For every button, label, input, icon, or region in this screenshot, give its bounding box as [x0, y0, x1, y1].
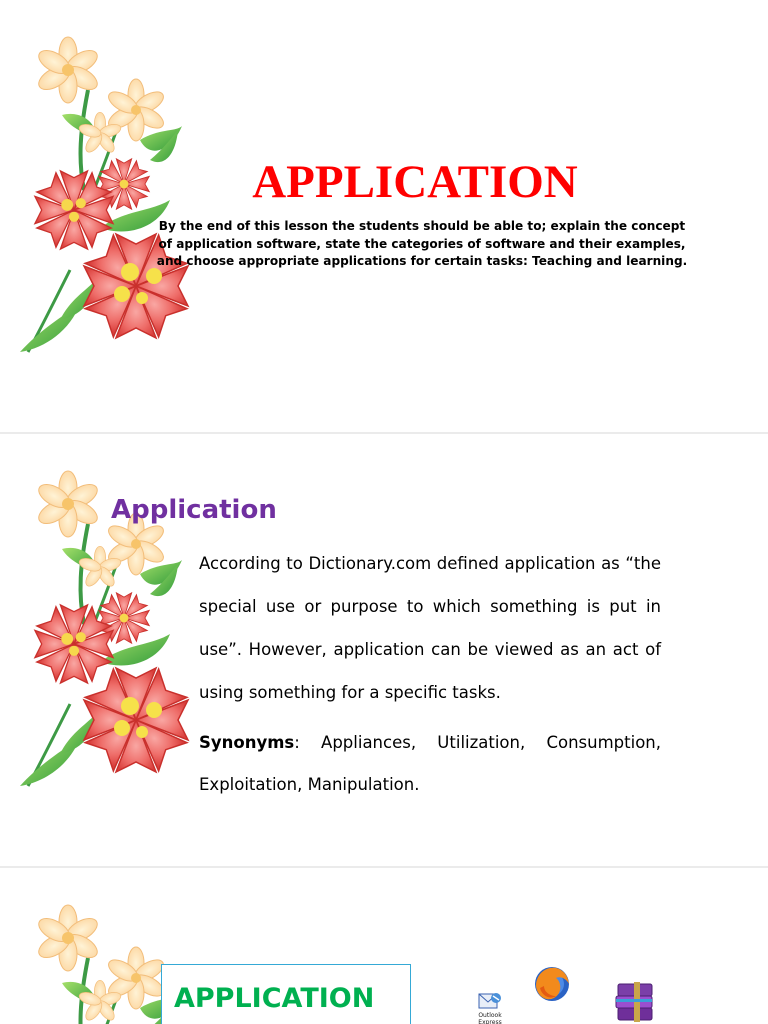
slide-1-objectives: By the end of this lesson the students should be able to; explain the concept of application software, state the categories of software and their examples, and choose appropriate applications for certain tasks: Teaching and learning. — [156, 219, 688, 269]
slide-3-title: APPLICATION — [174, 983, 375, 1014]
synonyms-text: Appliances, Utilization, Consumption, Exploitation, Manipulation. — [199, 733, 661, 794]
slide-3 — [0, 868, 768, 1024]
winrar-icon — [612, 980, 662, 1024]
slide-1 — [0, 0, 768, 432]
slide-3-title-box — [161, 964, 411, 1024]
slide-2-title: Application — [111, 495, 277, 525]
synonyms-paragraph — [199, 722, 661, 806]
definition-paragraph: According to Dictionary.com defined application as “the special use or purpose to which something is put in use”. However, application can be viewed as an act of using something for a specific tasks. — [199, 554, 661, 702]
firefox-icon — [532, 964, 572, 1004]
slide-2-body — [199, 542, 661, 806]
outlook-label-1: Outlook — [478, 1012, 502, 1019]
slide-2 — [0, 434, 768, 866]
synonyms-separator: : — [294, 733, 322, 752]
slide-1-title: APPLICATION — [252, 156, 578, 208]
outlook-express-icon — [472, 988, 508, 1024]
outlook-label-2: Express — [478, 1019, 502, 1024]
synonyms-label: Synonyms — [199, 733, 295, 752]
